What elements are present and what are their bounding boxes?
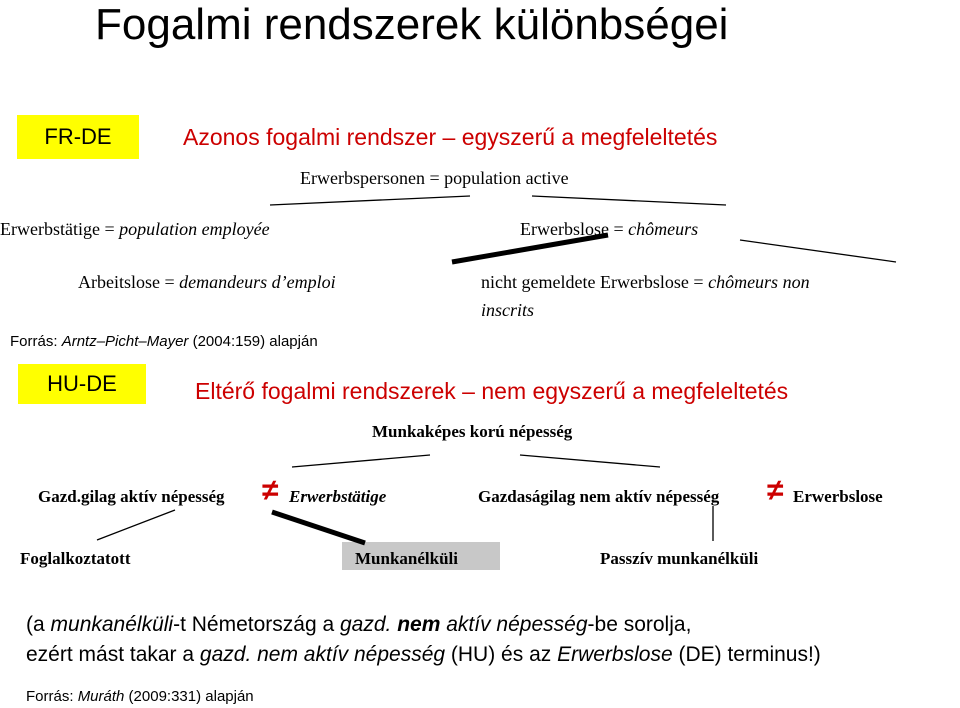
note-term-emph: nem	[397, 613, 441, 636]
fr-child1-fr: demandeurs d’emploi	[179, 272, 336, 292]
note-text: -be sorolja,	[587, 613, 692, 636]
note-text: (DE) terminus!)	[672, 643, 821, 666]
note-text: (HU) és az	[445, 643, 558, 666]
fr-right-fr: chômeurs	[628, 219, 699, 239]
hu-de-label: HU-DE	[18, 364, 146, 404]
hu-root-node: Munkaképes korú népesség	[372, 422, 573, 441]
fr-child1-de: Arbeitslose =	[78, 272, 180, 292]
hu-left-de: Erwerbstätige	[289, 487, 387, 506]
hu-right-node: Gazdaságilag nem aktív népesség	[478, 487, 720, 506]
connector-line	[272, 512, 365, 543]
connector-line	[97, 510, 175, 540]
hu-left-node: Gazd.gilag aktív népesség	[38, 487, 225, 506]
hu-de-heading: Eltérő fogalmi rendszerek – nem egyszerű a megfeleltetés	[195, 378, 789, 404]
connector-line	[292, 455, 430, 467]
note-text: -t Németország a	[173, 613, 340, 636]
note-text: ezért mást takar a	[26, 643, 200, 666]
note-term: gazd. nem aktív népesség	[199, 643, 446, 666]
note-text: (a	[26, 613, 51, 636]
fr-source-authors: Arntz–Picht–Mayer	[61, 333, 189, 350]
hu-right-de: Erwerbslose	[793, 487, 883, 506]
hu-leaf-foglalkoztatott: Foglalkoztatott	[20, 549, 131, 568]
hu-source-author: Muráth	[77, 688, 125, 705]
fr-source-suffix: (2004:159) alapján	[188, 333, 318, 350]
connector-line	[270, 196, 470, 205]
note-term: munkanélküli	[50, 613, 174, 636]
fr-left-fr: population employée	[119, 219, 270, 239]
fr-de-heading: Azonos fogalmi rendszer – egyszerű a megfeleltetés	[183, 124, 718, 150]
fr-child2-fr: chômeurs non	[708, 272, 810, 292]
fr-child2-line2: inscrits	[481, 300, 535, 320]
hu-source-suffix: (2009:331) alapján	[124, 688, 254, 705]
connector-line	[520, 455, 660, 467]
page-title: Fogalmi rendszerek különbségei	[95, 0, 729, 49]
not-equal-icon: ≠	[767, 474, 784, 507]
note-term: gazd.	[340, 613, 392, 636]
connector-line	[532, 196, 726, 205]
fr-de-label: FR-DE	[17, 115, 139, 159]
fr-right-de: Erwerbslose =	[520, 219, 629, 239]
hu-leaf-munkanelkuli: Munkanélküli	[355, 549, 458, 568]
hu-source-prefix: Forrás:	[26, 688, 78, 705]
hu-leaf-passziv: Passzív munkanélküli	[600, 549, 759, 568]
fr-left-de: Erwerbstätige =	[0, 219, 120, 239]
fr-root-node: Erwerbspersonen = population active	[300, 168, 569, 188]
not-equal-icon: ≠	[262, 474, 279, 507]
fr-source-prefix: Forrás:	[10, 333, 62, 350]
connector-line	[452, 235, 608, 262]
note-term: Erwerbslose	[557, 643, 673, 666]
connector-line	[740, 240, 896, 262]
note-term: aktív népesség	[446, 613, 588, 636]
fr-child2-de: nicht gemeldete Erwerbslose =	[481, 272, 709, 292]
